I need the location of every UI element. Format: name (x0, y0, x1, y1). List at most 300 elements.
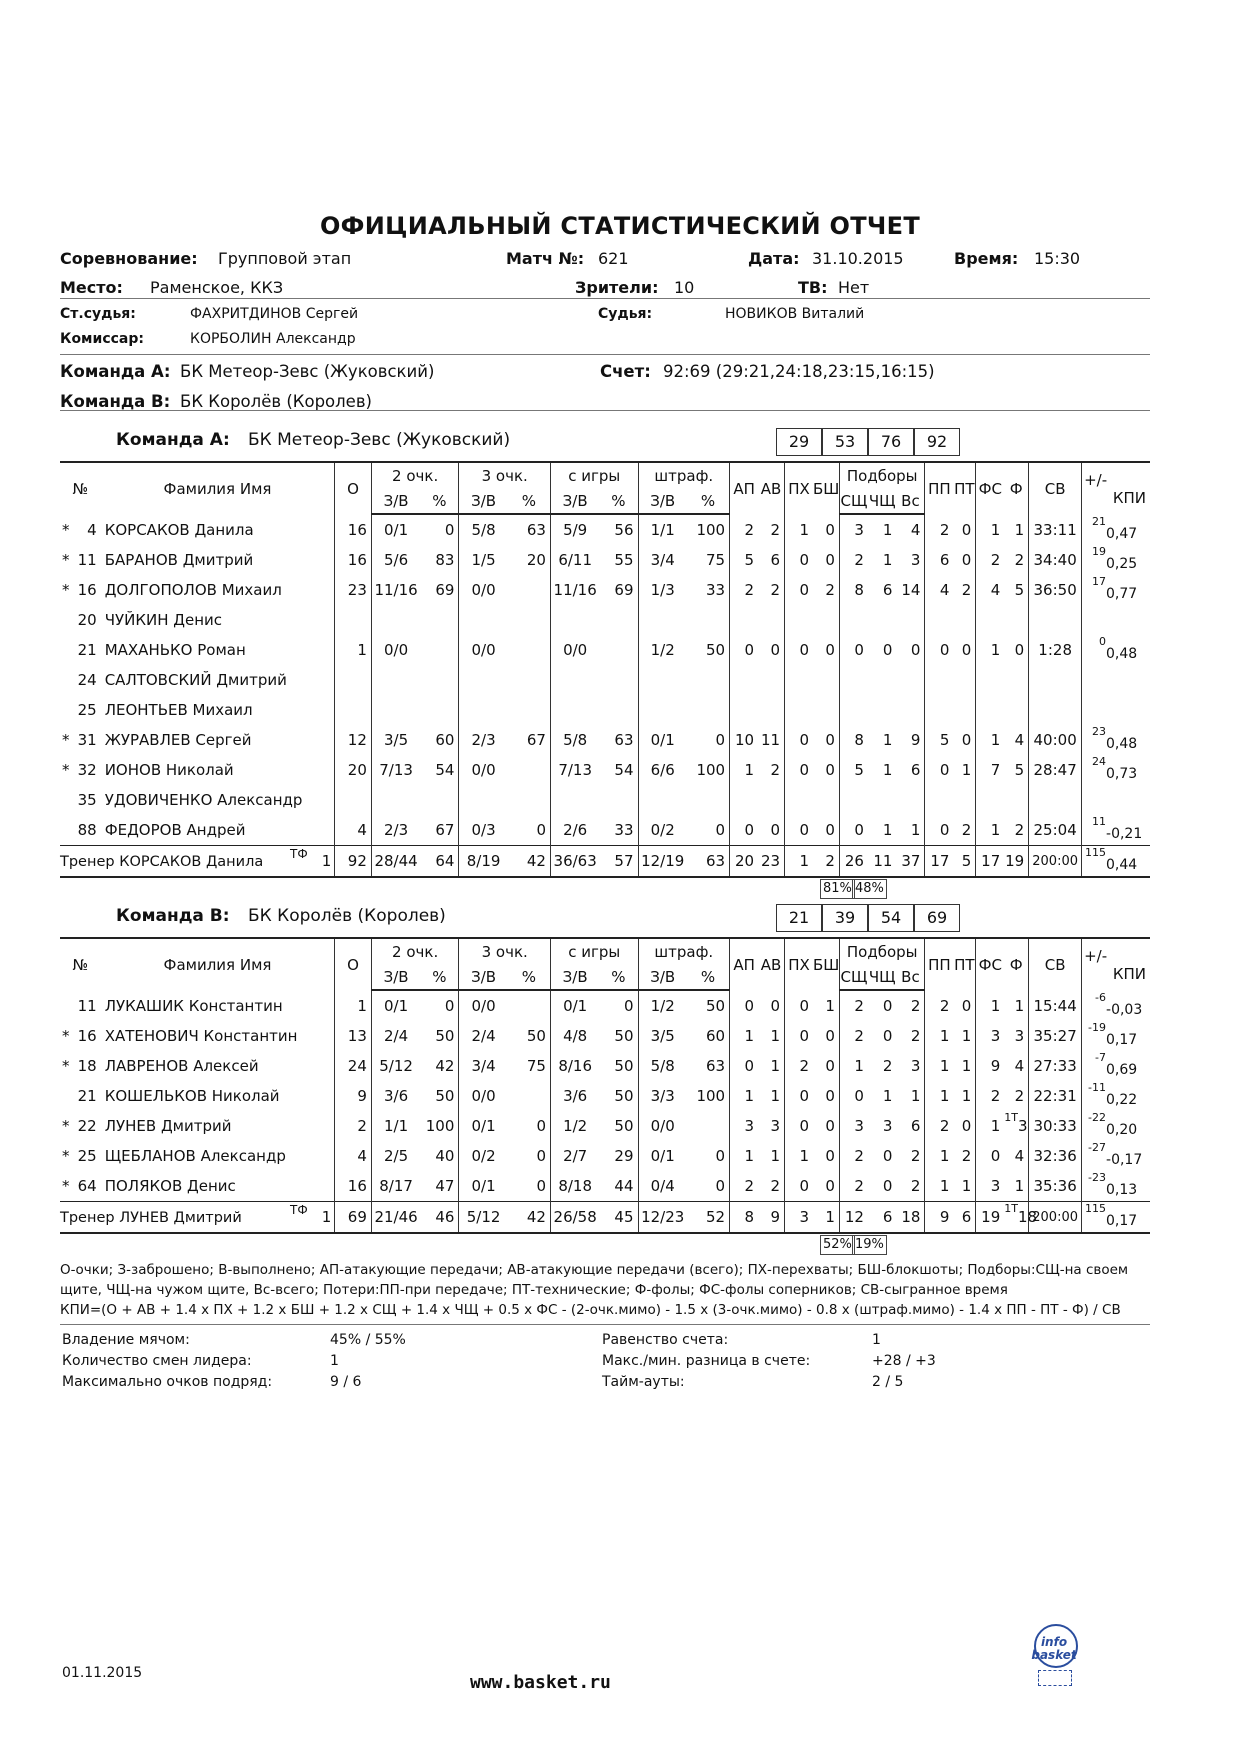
player-row (60, 1081, 1150, 1111)
player-av: 6 (770, 551, 781, 569)
player-mf: 1/2 (638, 635, 687, 665)
player-bsh: 2 (825, 581, 835, 599)
player-pf (687, 605, 730, 635)
player-av (758, 695, 784, 725)
player-pt: 0 (961, 551, 972, 569)
player-name: МАХАНЬКО Роман (104, 641, 246, 659)
player-pts: 13 (335, 1021, 372, 1051)
player-p2 (420, 665, 459, 695)
player-p2: 40 (435, 1147, 455, 1165)
player-pf: 100 (696, 521, 726, 539)
player-f (1004, 665, 1028, 695)
player-ro: 3 (882, 1117, 893, 1135)
team-a-name: БК Метеор-Зевс (Жуковский) (248, 430, 511, 450)
player-row (60, 605, 1150, 635)
col-header-field-goals: с игры (550, 938, 638, 965)
total-rt: 37 (896, 846, 924, 878)
player-m2: 5/12 (371, 1051, 420, 1081)
footer-date: 01.11.2015 (62, 1665, 143, 1681)
player-kpi: -0,03 (1106, 1001, 1143, 1018)
player-m2: 0/0 (371, 635, 420, 665)
player-row (60, 575, 1150, 605)
team-total-row (60, 1202, 1150, 1234)
player-sv: 32:36 (1029, 1141, 1082, 1171)
player-sv: 30:33 (1029, 1111, 1082, 1141)
player-p2: 0 (444, 521, 455, 539)
col-header-rebounds: Подборы (839, 462, 924, 489)
player-bsh: 0 (825, 1027, 835, 1045)
player-m2: 2/5 (371, 1141, 420, 1171)
player-sv: 35:36 (1029, 1171, 1082, 1202)
player-number-value: 25 (77, 701, 97, 719)
player-pf (687, 1111, 730, 1141)
team-b-name: БК Королёв (Королев) (248, 906, 446, 926)
player-rt: 6 (910, 761, 921, 779)
player-pf: 0 (715, 821, 726, 839)
col-header-kpi: КПИ (1112, 488, 1146, 507)
col-header-sv: СВ (1029, 938, 1082, 990)
player-m3 (459, 665, 508, 695)
leader-changes-value: 1 (330, 1353, 339, 1369)
player-mf: 1/2 (638, 990, 687, 1021)
player-av (758, 605, 784, 635)
player-pf (687, 665, 730, 695)
team-b-header (60, 904, 1150, 938)
footer-website-link[interactable]: www.basket.ru (470, 1672, 611, 1693)
player-sv (1029, 695, 1082, 725)
player-p3: 0 (536, 1117, 546, 1135)
col-subheader-pct: % (508, 489, 551, 514)
player-m3: 2/4 (459, 1021, 508, 1051)
player-rd: 2 (839, 1171, 867, 1202)
player-plusminus (1082, 605, 1106, 635)
player-fs: 3 (976, 1021, 1004, 1051)
starter-mark (60, 1087, 62, 1105)
total-p3: 42 (508, 1202, 551, 1234)
player-number-value: 64 (77, 1177, 97, 1195)
player-pp: 1 (925, 1081, 953, 1111)
col-header-3pt: 3 очк. (459, 938, 551, 965)
coach-name: Тренер КОРСАКОВ Данила (60, 854, 264, 870)
player-sv (1029, 605, 1082, 635)
player-bsh: 0 (825, 551, 835, 569)
col-header-fs: ФС (976, 938, 1004, 990)
starter-mark: * (62, 1177, 70, 1195)
col-header-reb-off: ЧЩ (868, 489, 896, 514)
player-number (60, 665, 101, 695)
off-rebound-pct: 48% (852, 879, 887, 899)
col-header-free-throws: штраф. (638, 938, 730, 965)
player-ph: 1 (785, 514, 813, 545)
player-sv: 34:40 (1029, 545, 1082, 575)
player-rd: 2 (839, 990, 867, 1021)
player-ap (730, 785, 758, 815)
total-sv: 200:00 (1029, 1202, 1082, 1234)
player-pt: 0 (961, 1117, 972, 1135)
player-row (60, 545, 1150, 575)
col-header-f: Ф (1009, 479, 1023, 498)
player-ph (785, 785, 813, 815)
match-number: 621 (598, 249, 629, 268)
total-mg: 36/63 (550, 846, 599, 878)
date-label: Дата: (748, 249, 800, 268)
col-header-reb-total: Вс (896, 965, 924, 990)
player-number-value: 24 (77, 671, 97, 689)
technical-foul-count: 1 (321, 1208, 332, 1226)
player-av: 0 (770, 641, 781, 659)
player-ap: 0 (730, 990, 758, 1021)
player-mg: 11/16 (550, 575, 599, 605)
player-plusminus: 21 (1082, 514, 1106, 545)
player-fs: 2 (976, 545, 1004, 575)
player-rd: 2 (839, 1141, 867, 1171)
player-fouls: $^{1T}$3 (1004, 1111, 1028, 1135)
player-pt: 1 (961, 1177, 972, 1195)
player-pp: 2 (925, 1111, 953, 1141)
player-pp: 1 (925, 1171, 953, 1202)
col-header-pp: ПП (925, 938, 953, 990)
player-pg: 50 (614, 1027, 634, 1045)
player-ro (868, 695, 896, 725)
team-b-q4: 69 (914, 904, 960, 932)
player-number-value: 20 (77, 611, 97, 629)
player-number-value: 32 (77, 761, 97, 779)
starter-mark: * (62, 520, 70, 539)
player-mg: 5/9 (550, 514, 599, 545)
total-pg: 45 (599, 1202, 638, 1234)
chief-referee-label: Ст.судья: (60, 306, 136, 322)
player-av: 1 (770, 1057, 781, 1075)
player-plusminus: -22 (1082, 1111, 1106, 1141)
player-pg: 44 (614, 1177, 634, 1195)
team-a-label: Команда А: (116, 430, 230, 450)
col-header-ap: АП (730, 462, 758, 514)
player-rd: 8 (839, 575, 867, 605)
player-plusminus (1082, 695, 1106, 725)
place-label: Место: (60, 278, 123, 297)
player-number-value: 18 (77, 1057, 97, 1075)
player-ph: 2 (785, 1051, 813, 1081)
player-name: ЖУРАВЛЕВ Сергей (104, 731, 252, 749)
player-pts: 20 (335, 755, 372, 785)
player-mf (638, 665, 687, 695)
player-mf (638, 695, 687, 725)
player-number-value: 16 (77, 581, 97, 599)
player-row (60, 755, 1150, 785)
player-mg: 7/13 (550, 755, 599, 785)
player-f (1004, 605, 1028, 635)
player-sv: 22:31 (1029, 1081, 1082, 1111)
player-ap: 5 (730, 545, 758, 575)
player-fs: 3 (976, 1171, 1004, 1202)
player-p3 (508, 785, 551, 815)
player-pp (925, 695, 953, 725)
player-f: 5 (1014, 581, 1025, 599)
player-plusminus: -7 (1082, 1051, 1106, 1081)
player-sv: 25:04 (1029, 815, 1082, 846)
total-m3: 8/19 (459, 846, 508, 878)
time-value: 15:30 (1034, 249, 1081, 268)
col-header-ph: ПХ (785, 938, 813, 990)
player-f: 5 (1014, 761, 1025, 779)
player-pf: 50 (706, 641, 726, 659)
col-header-points: О (335, 938, 372, 990)
player-plusminus: 0 (1082, 635, 1106, 665)
total-fs: 19 (976, 1202, 1004, 1234)
player-pp: 2 (925, 990, 953, 1021)
time-label: Время: (954, 249, 1019, 268)
col-header-kpi: КПИ (1112, 964, 1146, 983)
player-pts: 24 (335, 1051, 372, 1081)
player-ap (730, 695, 758, 725)
player-row (60, 514, 1150, 545)
total-sv: 200:00 (1029, 846, 1082, 878)
player-mf: 3/5 (638, 1021, 687, 1051)
place-value: Раменское, ККЗ (150, 278, 284, 297)
player-pf: 60 (706, 1027, 726, 1045)
player-f: 2 (1014, 821, 1025, 839)
match-label: Матч №: (506, 249, 585, 268)
player-ph: 0 (785, 635, 813, 665)
player-pg: 50 (614, 1057, 634, 1075)
player-bsh: 0 (825, 641, 835, 659)
player-pts (335, 695, 372, 725)
player-pp: 0 (925, 755, 953, 785)
total-pp: 9 (925, 1202, 953, 1234)
player-rd: 5 (839, 755, 867, 785)
col-header-name: Фамилия Имя (163, 955, 272, 974)
player-pg (599, 785, 638, 815)
col-header-reb-total: Вс (896, 489, 924, 514)
player-plusminus (1082, 785, 1106, 815)
player-p2: 0 (444, 997, 455, 1015)
player-pts (335, 785, 372, 815)
player-m3: 0/3 (459, 815, 508, 846)
player-rd: 1 (839, 1051, 867, 1081)
basket-logo (1028, 1624, 1080, 1690)
player-plusminus: -27 (1082, 1141, 1106, 1171)
col-header-sv: СВ (1029, 462, 1082, 514)
player-sv: 15:44 (1029, 990, 1082, 1021)
player-p3 (508, 695, 551, 725)
player-rt: 14 (901, 581, 921, 599)
player-plusminus: 24 (1082, 755, 1106, 785)
player-m2: 2/3 (371, 815, 420, 846)
player-rt: 6 (910, 1117, 921, 1135)
player-m2 (371, 605, 420, 635)
player-pt (953, 785, 975, 815)
player-mg: 4/8 (550, 1021, 599, 1051)
player-p3 (508, 990, 551, 1021)
player-row (60, 1051, 1150, 1081)
player-rd: 3 (839, 1111, 867, 1141)
technical-foul-label: ТФ (290, 847, 308, 861)
player-rd: 8 (839, 725, 867, 755)
timeouts-value: 2 / 5 (872, 1374, 904, 1390)
col-subheader-pct: % (687, 965, 730, 990)
player-row (60, 635, 1150, 665)
player-f: 3 (1014, 1027, 1025, 1045)
col-header-reb-off: ЧЩ (868, 965, 896, 990)
technical-foul-label: ТФ (290, 1203, 308, 1217)
col-header-pt: ПТ (954, 479, 975, 498)
player-pg (599, 605, 638, 635)
player-pf: 50 (706, 997, 726, 1015)
col-subheader-pct: % (420, 965, 459, 990)
player-mf: 0/1 (638, 725, 687, 755)
player-bsh: 0 (825, 1117, 835, 1135)
player-number (60, 785, 101, 815)
col-subheader-made-att: З/В (638, 489, 687, 514)
possession-value: 45% / 55% (330, 1332, 406, 1348)
possession-label: Владение мячом: (62, 1332, 190, 1348)
starter-mark (60, 997, 62, 1015)
player-pts: 16 (335, 1171, 372, 1202)
player-f: 4 (1014, 731, 1025, 749)
player-plusminus: 11 (1082, 815, 1106, 846)
player-av (758, 665, 784, 695)
team-a-q2: 53 (822, 428, 868, 456)
player-bsh: 0 (825, 1177, 835, 1195)
player-f: 1 (1014, 520, 1025, 539)
player-kpi: -0,21 (1106, 826, 1143, 842)
starter-mark: * (62, 1027, 70, 1045)
col-subheader-made-att: З/В (371, 489, 420, 514)
player-sv (1029, 785, 1082, 815)
player-m2 (371, 665, 420, 695)
player-pg: 69 (614, 581, 634, 599)
player-mg: 0/0 (550, 635, 599, 665)
player-number (60, 1111, 101, 1141)
player-name: ЛЕОНТЬЕВ Михаил (104, 701, 253, 719)
player-f: 1 (1014, 996, 1025, 1015)
player-kpi: 0,73 (1106, 766, 1138, 782)
player-number-value: 11 (77, 996, 97, 1015)
logo-text: info basket (1031, 1635, 1077, 1662)
player-m3: 3/4 (459, 1051, 508, 1081)
player-mg: 5/8 (550, 725, 599, 755)
player-pg (599, 665, 638, 695)
player-name: ЛАВРЕНОВ Алексей (104, 1057, 259, 1075)
player-rt: 4 (910, 521, 921, 539)
player-rt: 2 (910, 1027, 921, 1045)
total-rd: 12 (839, 1202, 867, 1234)
player-p3: 20 (526, 551, 546, 569)
player-sv: 33:11 (1029, 514, 1082, 545)
player-ap: 0 (730, 635, 758, 665)
player-fs: 1 (976, 514, 1004, 545)
player-name: ХАТЕНОВИЧ Константин (104, 1027, 298, 1045)
player-ro: 0 (882, 1147, 893, 1165)
player-ph: 0 (785, 1081, 813, 1111)
player-number-value: 11 (77, 551, 97, 569)
player-pg (599, 695, 638, 725)
player-rt: 2 (910, 997, 921, 1015)
player-p2 (420, 635, 459, 665)
player-ph: 0 (785, 725, 813, 755)
player-ph: 0 (785, 990, 813, 1021)
ties-label: Равенство счета: (602, 1332, 729, 1348)
player-ro (868, 665, 896, 695)
team-b-q2: 39 (822, 904, 868, 932)
col-subheader-pct: % (599, 489, 638, 514)
player-m3: 0/0 (459, 635, 508, 665)
col-header-field-goals: с игры (550, 462, 638, 489)
total-fs: 17 (976, 846, 1004, 878)
col-header-plusminus-kpi (1082, 938, 1150, 990)
player-number (60, 605, 101, 635)
player-name: УДОВИЧЕНКО Александр (104, 791, 303, 809)
total-m2: 28/44 (371, 846, 420, 878)
player-rt: 2 (910, 1147, 921, 1165)
total-m3: 5/12 (459, 1202, 508, 1234)
player-rt: 1 (910, 1087, 921, 1105)
player-kpi: 0,22 (1106, 1092, 1138, 1108)
team-a-stats-table (60, 461, 1150, 878)
col-header-pp: ПП (925, 462, 953, 514)
player-pt: 1 (961, 1087, 972, 1105)
player-p3 (508, 665, 551, 695)
player-plusminus: -11 (1082, 1081, 1106, 1111)
player-rd (839, 665, 867, 695)
player-p3: 50 (526, 1027, 546, 1045)
player-pt: 0 (961, 641, 972, 659)
coach-cell (60, 846, 335, 878)
col-subheader-made-att: З/В (550, 965, 599, 990)
player-sv (1029, 665, 1082, 695)
col-subheader-pct: % (599, 965, 638, 990)
team-b-info-label: Команда В: (60, 392, 171, 411)
player-pt: 2 (961, 581, 972, 599)
player-pts: 23 (335, 575, 372, 605)
player-m2: 11/16 (371, 575, 420, 605)
player-ro: 1 (882, 1087, 893, 1105)
player-ap (730, 605, 758, 635)
player-pts: 9 (335, 1081, 372, 1111)
player-ro: 1 (882, 731, 893, 749)
player-rd: 0 (839, 635, 867, 665)
total-pm: 115 (1082, 846, 1106, 878)
player-p2: 42 (435, 1057, 455, 1075)
player-mg (550, 605, 599, 635)
player-number (60, 575, 101, 605)
player-ro: 2 (882, 1057, 893, 1075)
player-kpi: 0,77 (1106, 586, 1138, 602)
player-sv: 27:33 (1029, 1051, 1082, 1081)
player-number (60, 1081, 101, 1111)
total-av: 23 (758, 846, 784, 878)
player-rt (896, 695, 924, 725)
player-pf: 63 (706, 1057, 726, 1075)
starter-mark (60, 821, 62, 839)
total-f: 19 (1004, 846, 1028, 878)
def-rebound-pct: 81% (820, 879, 855, 899)
total-rt: 18 (896, 1202, 924, 1234)
player-m2: 3/5 (371, 725, 420, 755)
player-p3 (508, 635, 551, 665)
player-pp: 5 (925, 725, 953, 755)
total-rd: 26 (839, 846, 867, 878)
player-name: ЧУЙКИН Денис (104, 611, 223, 629)
player-pg (599, 635, 638, 665)
player-pts: 4 (335, 815, 372, 846)
col-header-plusminus-kpi (1082, 462, 1150, 514)
player-pg: 54 (614, 761, 634, 779)
legend-abbreviations: О-очки; З-заброшено; В-выполнено; АП-атакующие передачи; АВ-атакующие передачи (всего); ПХ-перехваты; БШ-блокшоты; Подборы:СЩ-на своем щите, ЧЩ-на чужом щите, Вс-всего; Потери:ПП-при передаче; ПТ-технические; Ф-фолы; ФС-фолы соперников; СВ-сыгранное время (60, 1262, 1129, 1298)
starter-mark: * (62, 551, 70, 569)
player-ro: 1 (882, 761, 893, 779)
player-pf: 0 (715, 731, 726, 749)
